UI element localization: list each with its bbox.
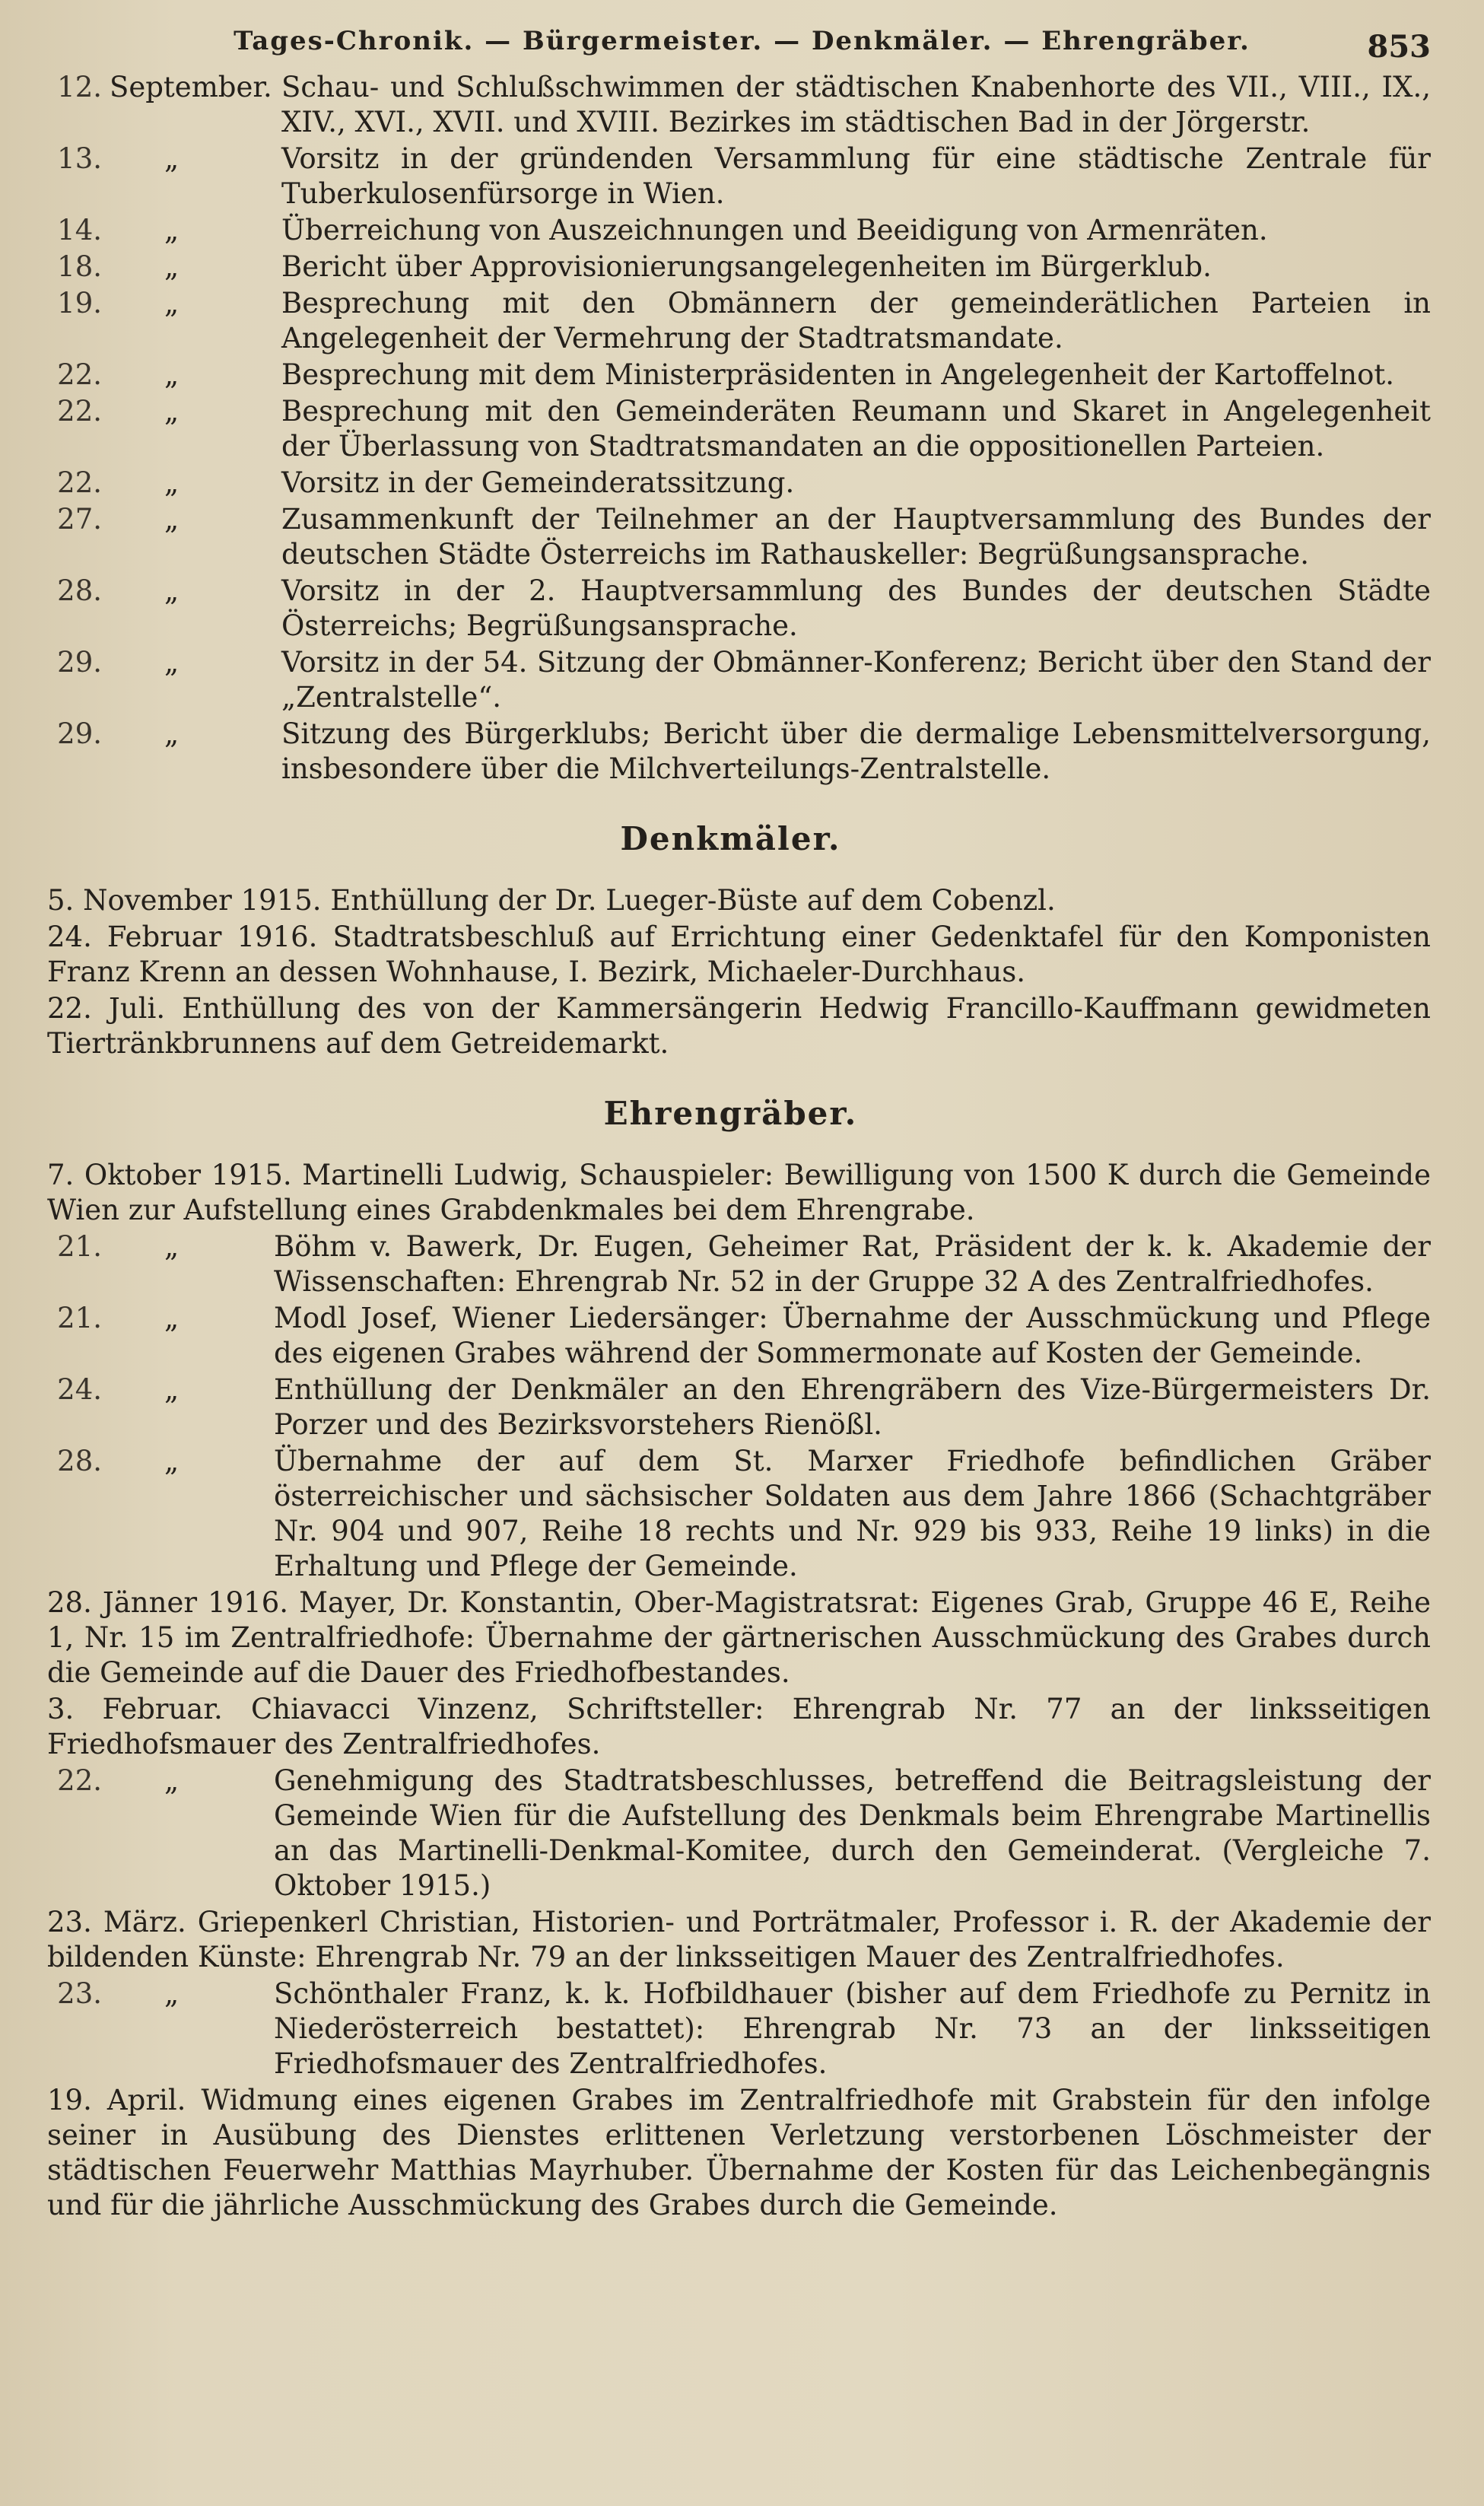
denkmaeler-section xyxy=(30,820,1431,1061)
entry-day: 22. xyxy=(57,395,102,428)
entry-text: Besprechung mit den Gemeinderäten Reumann und Skaret in Angelegenheit der Überlassung von Stadtratsmandaten an die oppositionellen Parteien. xyxy=(281,395,1431,463)
entry-lead: 22. Juli. xyxy=(47,992,166,1025)
entry-text: Enthüllung der Denkmäler an den Ehrengräbern des Vize-Bürgermeisters Dr. Porzer und des Bezirksvorstehers Rienößl. xyxy=(274,1373,1431,1441)
entry-text: Modl Josef, Wiener Liedersänger: Übernahme der Ausschmückung und Pflege des eigenen Grabes während der Sommermonate auf Kosten der Gemeinde. xyxy=(274,1302,1431,1369)
chronicle-entry xyxy=(30,142,1431,211)
entry-text: Übernahme der auf dem St. Marxer Friedhofe befindlichen Gräber österreichischer und sächsischer Soldaten aus dem Jahre 1866 (Schachtgräber Nr. 904 und 907, Reihe 18 rechts und Nr. 929 bis 933, Reihe 19 links) in die Erhaltung und Pflege der Gemeinde. xyxy=(274,1445,1431,1582)
entry-day: 21. xyxy=(57,1230,102,1263)
entry-day: 29. xyxy=(57,717,102,750)
entry-month: September. xyxy=(110,71,272,103)
entry-text: Sitzung des Bürgerklubs; Bericht über die dermalige Lebensmittelversorgung, insbesondere über die Milchverteilungs-Zentralstelle. xyxy=(281,717,1431,785)
chronicle-section xyxy=(30,70,1431,787)
chronicle-entry xyxy=(30,717,1431,787)
ehrengrab-entry xyxy=(30,2083,1431,2223)
entry-text: Widmung eines eigenen Grabes im Zentralfriedhofe mit Grabstein für den infolge seiner in Ausübung des Dienstes erlittenen Verletzung verstorbenen Löschmeister der städtischen Feuerwehr Matthias Mayrhuber. Übernahme der Kosten für das Leichenbegängnis und für die jährliche Ausschmückung des Grabes durch die Gemeinde. xyxy=(47,2084,1432,2221)
chronicle-entry xyxy=(30,502,1431,572)
entry-lead: 24. Februar 1916. xyxy=(47,921,318,953)
ehrengrab-entry xyxy=(30,1976,1431,2081)
entry-text: Überreichung von Auszeichnungen und Beeidigung von Armenräten. xyxy=(281,214,1268,246)
section-title-denkmaeler: Denkmäler. xyxy=(620,820,841,857)
entry-text: Zusammenkunft der Teilnehmer an der Hauptversammlung des Bundes der deutschen Städte Österreichs im Rathauskeller: Begrüßungsansprache. xyxy=(281,503,1431,571)
chronicle-entry xyxy=(30,286,1431,356)
entry-text: Enthüllung der Dr. Lueger-Büste auf dem Cobenzl. xyxy=(330,884,1056,917)
ditto-mark: „ xyxy=(164,1373,180,1406)
entry-text: Enthüllung des von der Kammersängerin Hedwig Francillo-Kauffmann gewidmeten Tiertränkbrunnens auf dem Getreidemarkt. xyxy=(47,992,1431,1060)
entry-text: Bericht über Approvisionierungsangelegenheiten im Bürgerklub. xyxy=(281,250,1212,283)
ditto-mark: „ xyxy=(164,1977,180,2010)
ehrengrab-entry xyxy=(30,1301,1431,1371)
entry-text: Schau- und Schlußschwimmen der städtischen Knabenhorte des VII., VIII., IX., XIV., XVI., XVII. und XVIII. Bezirkes im städtischen Bad in der Jörgerstr. xyxy=(281,71,1431,138)
running-title: Tages-Chronik. — Bürgermeister. — Denkmäler. — Ehrengräber. xyxy=(234,26,1250,56)
ditto-mark: „ xyxy=(164,142,180,175)
entry-day: 21. xyxy=(57,1302,102,1334)
entry-text: Besprechung mit den Obmännern der gemeinderätlichen Parteien in Angelegenheit der Vermehrung der Stadtratsmandate. xyxy=(281,287,1431,355)
entry-day: 12. xyxy=(57,71,102,103)
entry-day: 29. xyxy=(57,646,102,679)
entry-text: Stadtratsbeschluß auf Errichtung einer Gedenktafel für den Komponisten Franz Krenn an dessen Wohnhause, I. Bezirk, Michaeler-Durchhaus. xyxy=(47,921,1431,988)
chronicle-entry xyxy=(30,466,1431,501)
entry-lead: 28. Jänner 1916. xyxy=(47,1586,289,1619)
entry-lead: 7. Oktober 1915. xyxy=(47,1159,292,1191)
entry-text: Vorsitz in der 54. Sitzung der Obmänner-Konferenz; Bericht über den Stand der „Zentralstelle“. xyxy=(281,646,1431,714)
entry-day: 22. xyxy=(57,358,102,391)
entry-day: 27. xyxy=(57,503,102,536)
entry-text: Schönthaler Franz, k. k. Hofbildhauer (bisher auf dem Friedhofe zu Pernitz in Niederösterreich bestattet): Ehrengrab Nr. 73 an der linksseitigen Friedhofsmauer des Zentralfriedhofes. xyxy=(274,1977,1431,2080)
entry-day: 24. xyxy=(57,1373,102,1406)
entry-text: Vorsitz in der Gemeinderatssitzung. xyxy=(281,466,795,499)
entry-day: 14. xyxy=(57,214,102,246)
entry-lead: 19. April. xyxy=(47,2084,186,2116)
entry-day: 18. xyxy=(57,250,102,283)
ehrengraeber-section xyxy=(30,1095,1431,2223)
entry-text: Chiavacci Vinzenz, Schriftsteller: Ehrengrab Nr. 77 an der linksseitigen Friedhofsmauer des Zentralfriedhofes. xyxy=(47,1693,1431,1760)
ehrengrab-entry xyxy=(30,1692,1431,1762)
ditto-mark: „ xyxy=(164,503,180,536)
entry-day: 28. xyxy=(57,1445,102,1477)
page-number: 853 xyxy=(1367,29,1431,65)
ditto-mark: „ xyxy=(164,646,180,679)
entry-text: Besprechung mit dem Ministerpräsidenten in Angelegenheit der Kartoffelnot. xyxy=(281,358,1395,391)
ehrengrab-entry xyxy=(30,1372,1431,1442)
denkmal-entry xyxy=(30,991,1431,1061)
entry-text: Genehmigung des Stadtratsbeschlusses, betreffend die Beitragsleistung der Gemeinde Wien für die Aufstellung des Denkmals beim Ehrengrabe Martinellis an das Martinelli-Denkmal-Komitee, durch den Gemeinderat. (Vergleiche 7. Oktober 1915.) xyxy=(274,1764,1431,1902)
ditto-mark: „ xyxy=(164,1445,180,1477)
section-title-ehrengraeber: Ehrengräber. xyxy=(603,1095,858,1132)
entry-lead: 3. Februar. xyxy=(47,1693,223,1725)
chronicle-entry xyxy=(30,213,1431,248)
entry-text: Vorsitz in der 2. Hauptversammlung des Bundes der deutschen Städte Österreichs; Begrüßungsansprache. xyxy=(281,574,1431,642)
entry-text: Mayer, Dr. Konstantin, Ober-Magistratsrat: Eigenes Grab, Gruppe 46 E, Reihe 1, Nr. 15 im Zentralfriedhofe: Übernahme der gärtnerischen Ausschmückung des Grabes durch die Gemeinde auf die Dauer des Friedhofbestandes. xyxy=(47,1586,1431,1689)
running-header xyxy=(30,26,1431,70)
entry-text: Griepenkerl Christian, Historien- und Porträtmaler, Professor i. R. der Akademie der bildenden Künste: Ehrengrab Nr. 79 an der linksseitigen Mauer des Zentralfriedhofes. xyxy=(47,1906,1431,1973)
ditto-mark: „ xyxy=(164,1230,180,1263)
entry-lead: 23. März. xyxy=(47,1906,186,1938)
ehrengrab-entry xyxy=(30,1229,1431,1299)
chronicle-entry xyxy=(30,645,1431,715)
ehrengrab-entry xyxy=(30,1585,1431,1690)
ditto-mark: „ xyxy=(164,214,180,246)
ditto-mark: „ xyxy=(164,466,180,499)
denkmal-entry xyxy=(30,883,1431,918)
entry-day: 13. xyxy=(57,142,102,175)
chronicle-entry xyxy=(30,574,1431,644)
entry-lead: 5. November 1915. xyxy=(47,884,322,917)
ehrengrab-entry xyxy=(30,1905,1431,1975)
entry-text: Vorsitz in der gründenden Versammlung für eine städtische Zentrale für Tuberkulosenfürsorge in Wien. xyxy=(281,142,1431,210)
entry-day: 23. xyxy=(57,1977,102,2010)
ditto-mark: „ xyxy=(164,395,180,428)
denkmal-entry xyxy=(30,920,1431,990)
ehrengrab-entry xyxy=(30,1763,1431,1903)
ehrengrab-entry xyxy=(30,1444,1431,1584)
entry-day: 19. xyxy=(57,287,102,320)
entry-day: 28. xyxy=(57,574,102,607)
ditto-mark: „ xyxy=(164,574,180,607)
ditto-mark: „ xyxy=(164,1302,180,1334)
ditto-mark: „ xyxy=(164,287,180,320)
chronicle-entry xyxy=(30,70,1431,140)
chronicle-entry xyxy=(30,394,1431,464)
ditto-mark: „ xyxy=(164,1764,180,1797)
ditto-mark: „ xyxy=(164,250,180,283)
entry-text: Martinelli Ludwig, Schauspieler: Bewilligung von 1500 K durch die Gemeinde Wien zur Aufstellung eines Grabdenkmales bei dem Ehrengrabe. xyxy=(47,1159,1432,1226)
entry-day: 22. xyxy=(57,466,102,499)
entry-text: Böhm v. Bawerk, Dr. Eugen, Geheimer Rat, Präsident der k. k. Akademie der Wissenschaften: Ehrengrab Nr. 52 in der Gruppe 32 A des Zentralfriedhofes. xyxy=(274,1230,1431,1298)
entry-day: 22. xyxy=(57,1764,102,1797)
ehrengrab-entry xyxy=(30,1158,1431,1228)
ditto-mark: „ xyxy=(164,358,180,391)
chronicle-entry xyxy=(30,250,1431,285)
chronicle-entry xyxy=(30,358,1431,393)
ditto-mark: „ xyxy=(164,717,180,750)
